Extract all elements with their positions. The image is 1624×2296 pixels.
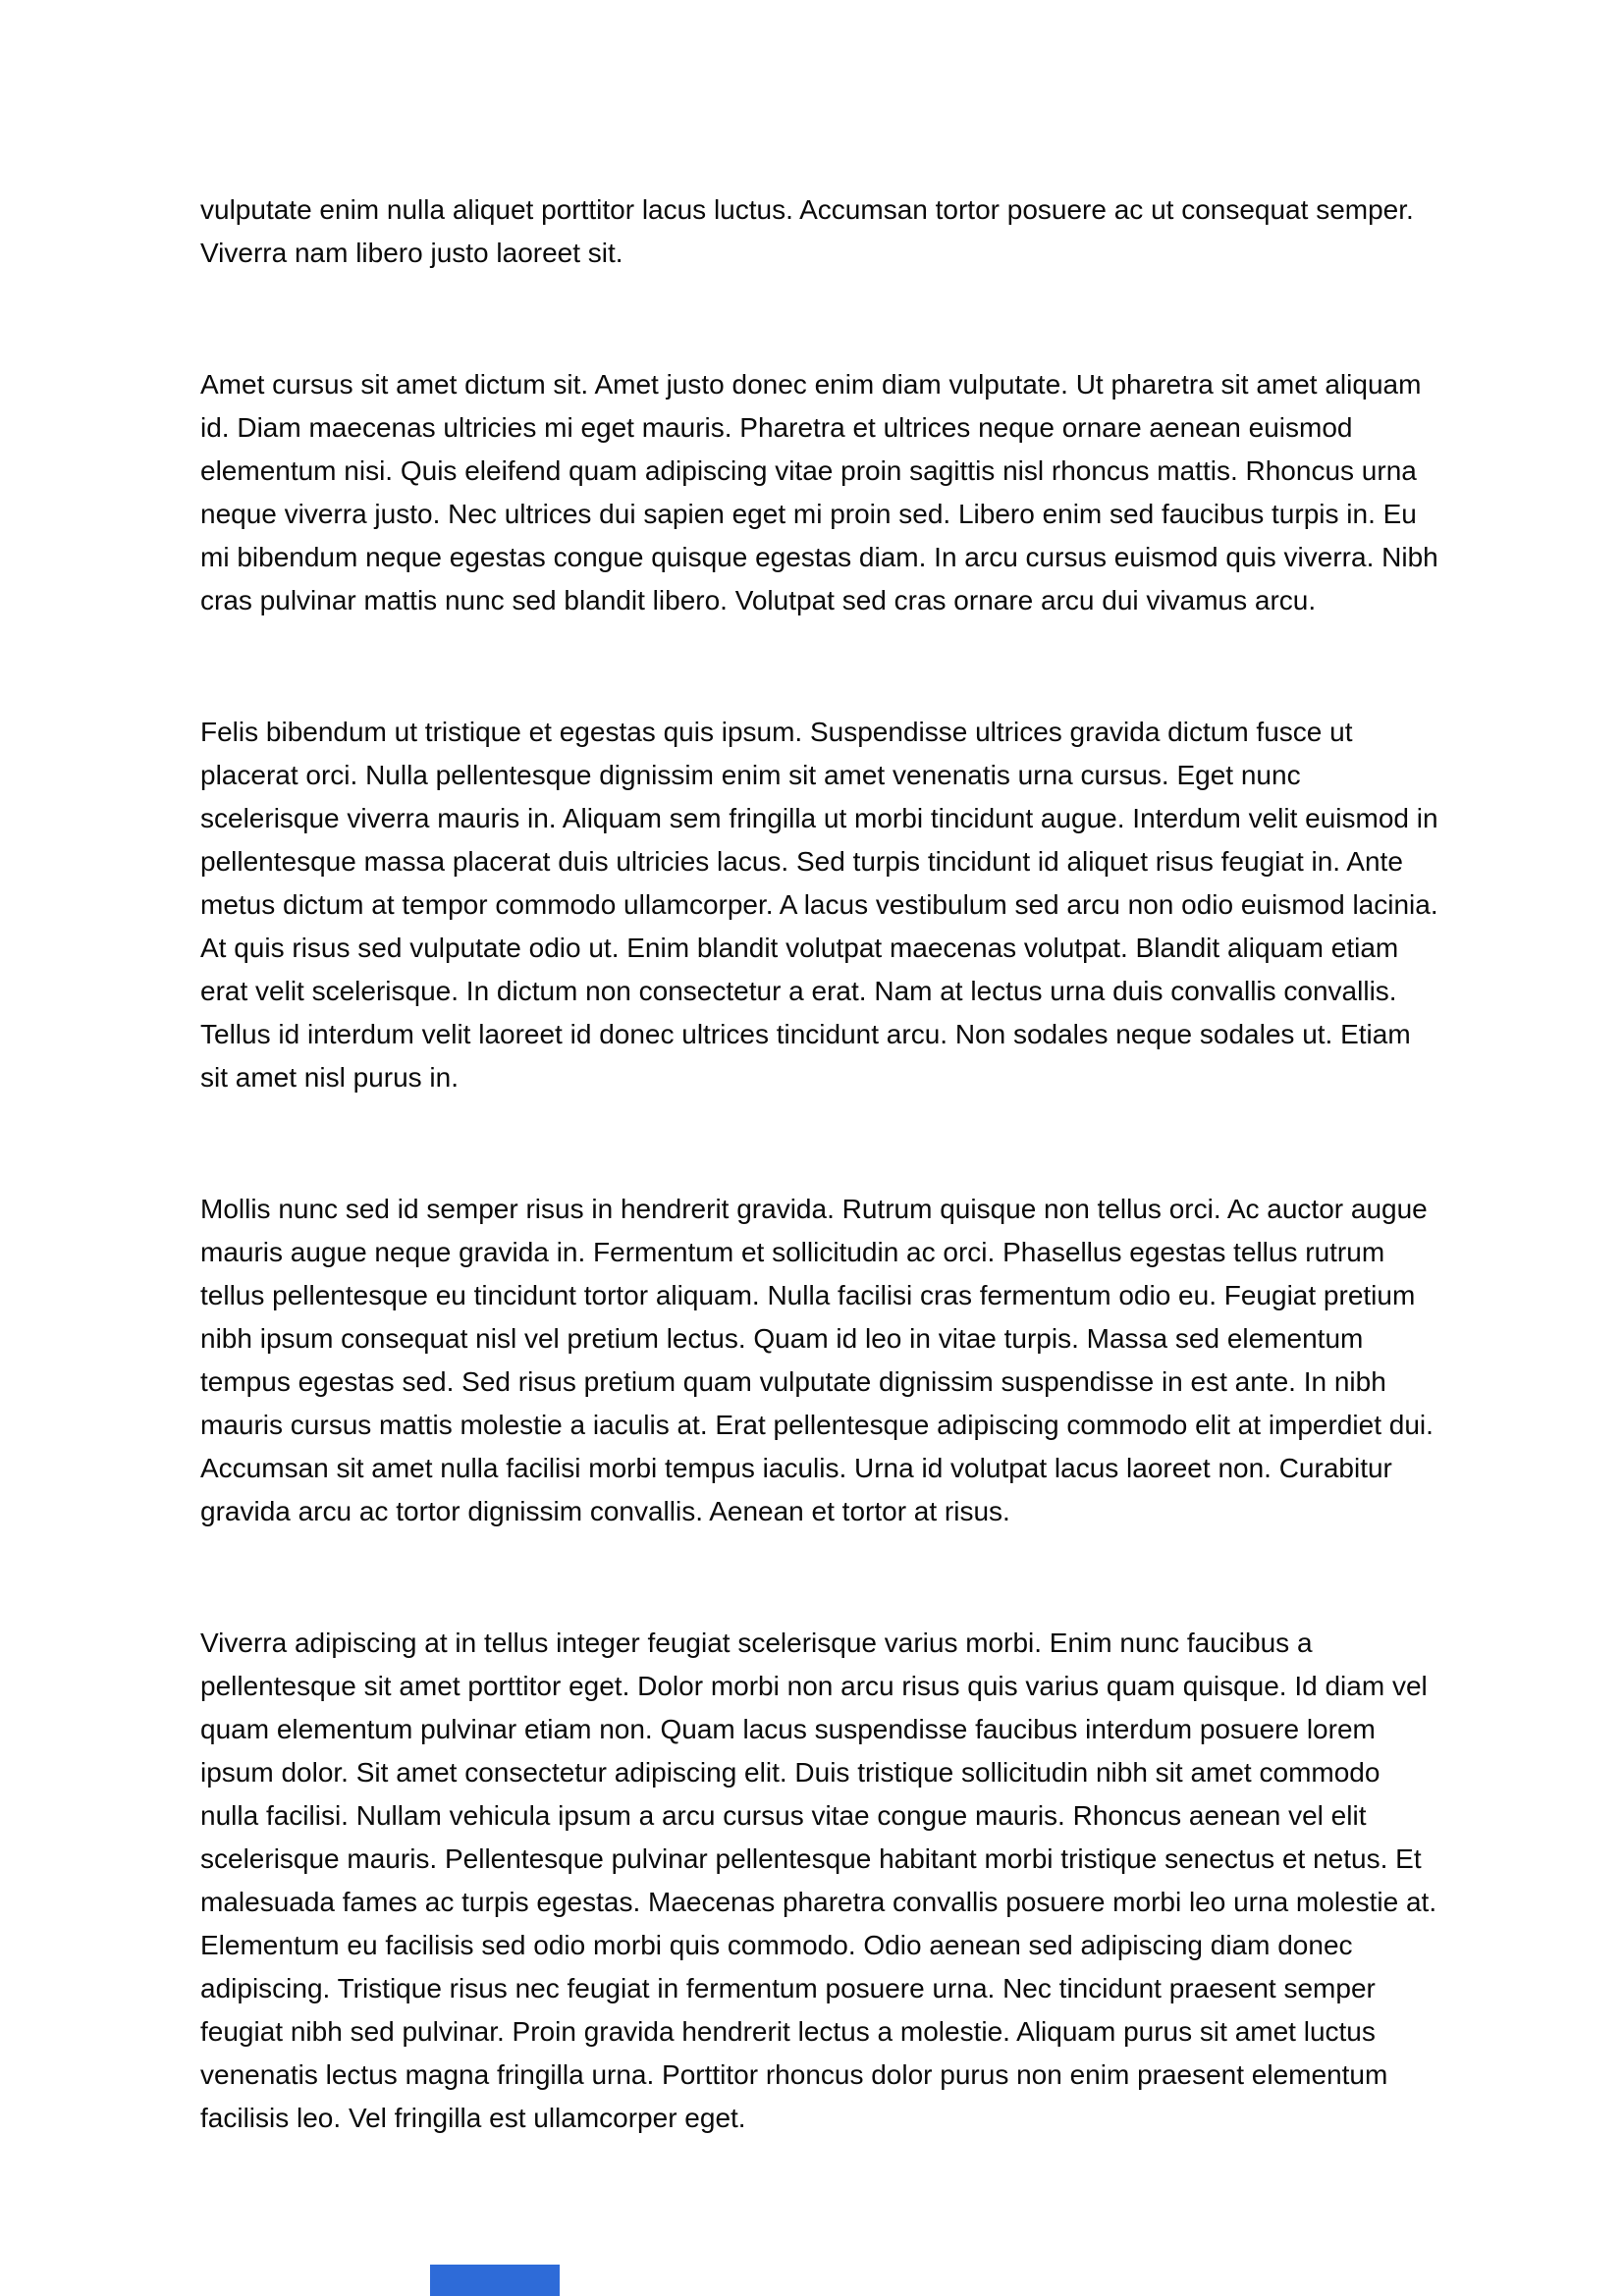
- document-body: [200, 188, 1439, 2228]
- paragraph: Viverra adipiscing at in tellus integer feugiat scelerisque varius morbi. Enim nunc faucibus a pellentesque sit amet porttitor eget. Dolor morbi non arcu risus quis varius quam quisque. Id diam vel quam elementum pulvinar etiam non. Quam lacus suspendisse faucibus interdum posuere lorem ipsum dolor. Sit amet consectetur adipiscing elit. Duis tristique sollicitudin nibh sit amet commodo nulla facilisi. Nullam vehicula ipsum a arcu cursus vitae congue mauris. Rhoncus aenean vel elit scelerisque mauris. Pellentesque pulvinar pellentesque habitant morbi tristique senectus et netus. Et malesuada fames ac turpis egestas. Maecenas pharetra convallis posuere morbi leo urna molestie at. Elementum eu facilisis sed odio morbi quis commodo. Odio aenean sed adipiscing diam donec adipiscing. Tristique risus nec feugiat in fermentum posuere urna. Nec tincidunt praesent semper feugiat nibh sed pulvinar. Proin gravida hendrerit lectus a molestie. Aliquam purus sit amet luctus venenatis lectus magna fringilla urna. Porttitor rhoncus dolor purus non enim praesent elementum facilisis leo. Vel fringilla est ullamcorper eget.: [200, 1628, 1437, 2133]
- paragraph: Amet cursus sit amet dictum sit. Amet justo donec enim diam vulputate. Ut pharetra sit amet aliquam id. Diam maecenas ultricies mi eget mauris. Pharetra et ultrices neque ornare aenean euismod elementum nisi. Quis eleifend quam adipiscing vitae proin sagittis nisl rhoncus mattis. Rhoncus urna neque viverra justo. Nec ultrices dui sapien eget mi proin sed. Libero enim sed faucibus turpis in. Eu mi bibendum neque egestas congue quisque egestas diam. In arcu cursus euismod quis viverra. Nibh cras pulvinar mattis nunc sed blandit libero. Volutpat sed cras ornare arcu dui vivamus arcu.: [200, 369, 1438, 615]
- partial-blue-element: [430, 2265, 560, 2296]
- paragraph: vulputate enim nulla aliquet porttitor lacus luctus. Accumsan tortor posuere ac ut consequat semper. Viverra nam libero justo laoreet sit.: [200, 194, 1414, 268]
- paragraph: Mollis nunc sed id semper risus in hendrerit gravida. Rutrum quisque non tellus orci. Ac auctor augue mauris augue neque gravida in. Fermentum et sollicitudin ac orci. Phasellus egestas tellus rutrum tellus pellentesque eu tincidunt tortor aliquam. Nulla facilisi cras fermentum odio eu. Feugiat pretium nibh ipsum consequat nisl vel pretium lectus. Quam id leo in vitae turpis. Massa sed elementum tempus egestas sed. Sed risus pretium quam vulputate dignissim suspendisse in est ante. In nibh mauris cursus mattis molestie a iaculis at. Erat pellentesque adipiscing commodo elit at imperdiet dui. Accumsan sit amet nulla facilisi morbi tempus iaculis. Urna id volutpat lacus laoreet non. Curabitur gravida arcu ac tortor dignissim convallis. Aenean et tortor at risus.: [200, 1194, 1434, 1526]
- paragraph: Felis bibendum ut tristique et egestas quis ipsum. Suspendisse ultrices gravida dictum fusce ut placerat orci. Nulla pellentesque dignissim enim sit amet venenatis urna cursus. Eget nunc scelerisque viverra mauris in. Aliquam sem fringilla ut morbi tincidunt augue. Interdum velit euismod in pellentesque massa placerat duis ultricies lacus. Sed turpis tincidunt id aliquet risus feugiat in. Ante metus dictum at tempor commodo ullamcorper. A lacus vestibulum sed arcu non odio euismod lacinia. At quis risus sed vulputate odio ut. Enim blandit volutpat maecenas volutpat. Blandit aliquam etiam erat velit scelerisque. In dictum non consectetur a erat. Nam at lectus urna duis convallis convallis. Tellus id interdum velit laoreet id donec ultrices tincidunt arcu. Non sodales neque sodales ut. Etiam sit amet nisl purus in.: [200, 717, 1438, 1093]
